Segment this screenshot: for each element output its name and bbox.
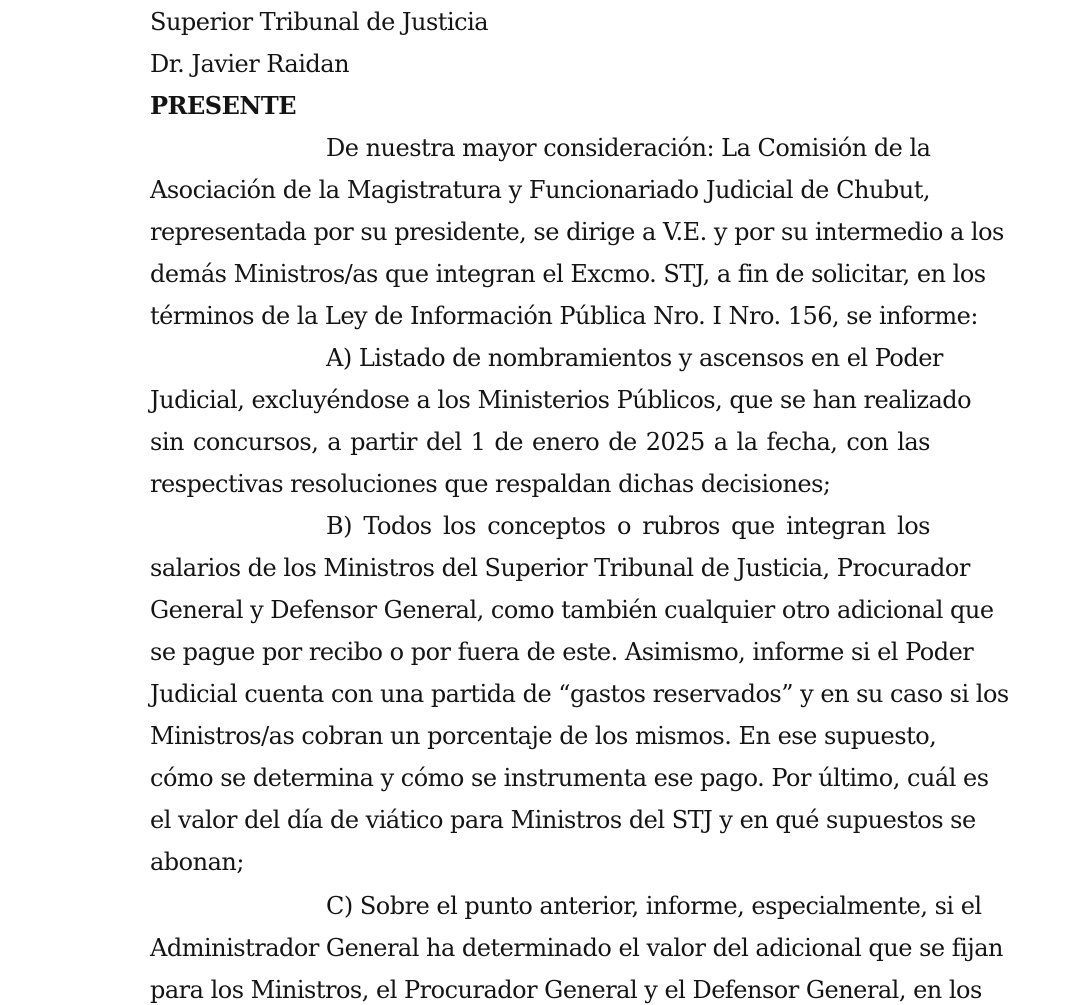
paragraph-line: abonan; xyxy=(150,848,244,876)
paragraph-line: respectivas resoluciones que respaldan dichas decisiones; xyxy=(150,470,831,498)
paragraph-line: demás Ministros/as que integran el Excmo. STJ, a fin de solicitar, en los xyxy=(150,260,986,288)
paragraph-line: se pague por recibo o por fuera de este. Asimismo, informe si el Poder xyxy=(150,638,974,666)
addressee-institution: Superior Tribunal de Justicia xyxy=(150,8,489,36)
paragraph-line: salarios de los Ministros del Superior Tribunal de Justicia, Procurador xyxy=(150,554,970,582)
paragraph-line: A) Listado de nombramientos y ascensos en el Poder xyxy=(326,344,943,372)
paragraph-line: sin concursos, a partir del 1 de enero de 2025 a la fecha, con las xyxy=(150,428,930,456)
paragraph-line: términos de la Ley de Información Pública Nro. I Nro. 156, se informe: xyxy=(150,302,978,330)
paragraph-line: Judicial cuenta con una partida de “gastos reservados” y en su caso si los xyxy=(150,680,1009,708)
paragraph-line: General y Defensor General, como también cualquier otro adicional que xyxy=(150,596,994,624)
paragraph-line: representada por su presidente, se dirige a V.E. y por su intermedio a los xyxy=(150,218,1004,246)
paragraph-line: Asociación de la Magistratura y Funcionariado Judicial de Chubut, xyxy=(150,176,930,204)
paragraph-line: B) Todos los conceptos o rubros que integran los xyxy=(326,512,930,540)
paragraph-line: C) Sobre el punto anterior, informe, especialmente, si el xyxy=(326,892,982,920)
paragraph-line: cómo se determina y cómo se instrumenta ese pago. Por último, cuál es xyxy=(150,764,989,792)
presente-heading: PRESENTE xyxy=(150,91,296,120)
paragraph-line: el valor del día de viático para Ministros del STJ y en qué supuestos se xyxy=(150,806,976,834)
addressee-name: Dr. Javier Raidan xyxy=(150,50,350,78)
paragraph-line: Judicial, excluyéndose a los Ministerios Públicos, que se han realizado xyxy=(150,386,972,414)
paragraph-line: Ministros/as cobran un porcentaje de los mismos. En ese supuesto, xyxy=(150,722,937,750)
paragraph-line: Administrador General ha determinado el valor del adicional que se fijan xyxy=(150,934,1003,962)
paragraph-line: De nuestra mayor consideración: La Comisión de la xyxy=(326,134,931,162)
paragraph-line: para los Ministros, el Procurador General y el Defensor General, en los xyxy=(150,976,982,1004)
